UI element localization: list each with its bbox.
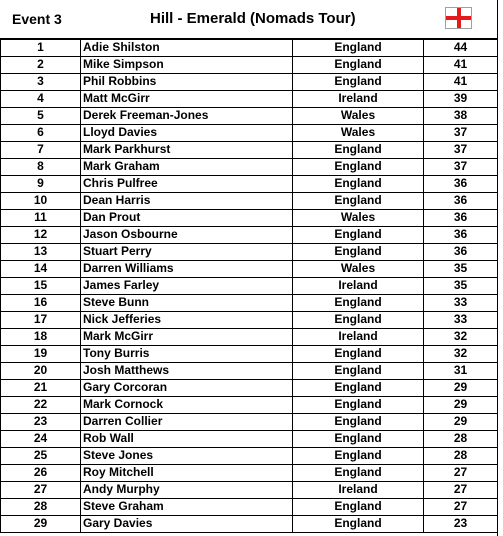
position-cell: 27: [1, 481, 81, 498]
score-cell: 41: [424, 56, 498, 73]
player-name-cell: Mark Cornock: [81, 396, 293, 413]
table-row: [1, 141, 498, 158]
position-cell: 22: [1, 396, 81, 413]
score-cell: 36: [424, 192, 498, 209]
position-cell: 2: [1, 56, 81, 73]
score-cell: 29: [424, 413, 498, 430]
table-row: [1, 311, 498, 328]
score-cell: 23: [424, 515, 498, 532]
player-name-cell: Mark Graham: [81, 158, 293, 175]
country-cell: England: [293, 73, 424, 90]
score-cell: 33: [424, 294, 498, 311]
country-cell: England: [293, 430, 424, 447]
player-name-cell: Dan Prout: [81, 209, 293, 226]
player-name-cell: Mike Simpson: [81, 56, 293, 73]
table-row: [1, 56, 498, 73]
country-cell: Wales: [293, 209, 424, 226]
position-cell: 1: [1, 39, 81, 56]
table-row: [1, 209, 498, 226]
player-name-cell: Steve Jones: [81, 447, 293, 464]
score-cell: 28: [424, 447, 498, 464]
table-row: [1, 515, 498, 532]
score-cell: 33: [424, 311, 498, 328]
player-name-cell: Roy Mitchell: [81, 464, 293, 481]
score-cell: 36: [424, 226, 498, 243]
player-name-cell: Rob Wall: [81, 430, 293, 447]
results-table-body: [1, 39, 498, 532]
player-name-cell: Mark McGirr: [81, 328, 293, 345]
country-cell: England: [293, 345, 424, 362]
player-name-cell: Josh Matthews: [81, 362, 293, 379]
country-cell: England: [293, 158, 424, 175]
table-row: [1, 396, 498, 413]
table-row: [1, 328, 498, 345]
country-cell: England: [293, 396, 424, 413]
player-name-cell: Mark Parkhurst: [81, 141, 293, 158]
score-cell: 35: [424, 277, 498, 294]
position-cell: 3: [1, 73, 81, 90]
position-cell: 7: [1, 141, 81, 158]
position-cell: 20: [1, 362, 81, 379]
score-cell: 37: [424, 158, 498, 175]
england-flag-icon: [445, 7, 472, 29]
player-name-cell: Stuart Perry: [81, 243, 293, 260]
player-name-cell: Steve Graham: [81, 498, 293, 515]
player-name-cell: Lloyd Davies: [81, 124, 293, 141]
table-row: [1, 90, 498, 107]
player-name-cell: Jason Osbourne: [81, 226, 293, 243]
country-cell: England: [293, 243, 424, 260]
country-cell: England: [293, 413, 424, 430]
score-cell: 32: [424, 345, 498, 362]
score-cell: 39: [424, 90, 498, 107]
position-cell: 8: [1, 158, 81, 175]
score-cell: 27: [424, 481, 498, 498]
table-row: [1, 498, 498, 515]
score-cell: 29: [424, 396, 498, 413]
position-cell: 5: [1, 107, 81, 124]
table-row: [1, 464, 498, 481]
table-row: [1, 243, 498, 260]
table-row: [1, 39, 498, 56]
player-name-cell: James Farley: [81, 277, 293, 294]
score-cell: 29: [424, 379, 498, 396]
table-row: [1, 413, 498, 430]
table-row: [1, 260, 498, 277]
country-cell: England: [293, 56, 424, 73]
score-cell: 44: [424, 39, 498, 56]
score-cell: 31: [424, 362, 498, 379]
player-name-cell: Andy Murphy: [81, 481, 293, 498]
table-row: [1, 192, 498, 209]
score-cell: 35: [424, 260, 498, 277]
table-row: [1, 277, 498, 294]
country-cell: England: [293, 294, 424, 311]
position-cell: 6: [1, 124, 81, 141]
player-name-cell: Chris Pulfree: [81, 175, 293, 192]
country-cell: England: [293, 379, 424, 396]
score-cell: 37: [424, 141, 498, 158]
position-cell: 23: [1, 413, 81, 430]
flag-cross-vertical: [457, 8, 461, 28]
country-cell: England: [293, 175, 424, 192]
country-cell: Ireland: [293, 328, 424, 345]
player-name-cell: Darren Collier: [81, 413, 293, 430]
page-right-border: [497, 0, 498, 536]
country-cell: England: [293, 39, 424, 56]
player-name-cell: Tony Burris: [81, 345, 293, 362]
table-row: [1, 107, 498, 124]
country-cell: England: [293, 498, 424, 515]
position-cell: 12: [1, 226, 81, 243]
results-table: [0, 38, 498, 533]
score-cell: 27: [424, 464, 498, 481]
table-row: [1, 294, 498, 311]
score-cell: 27: [424, 498, 498, 515]
score-cell: 38: [424, 107, 498, 124]
position-cell: 10: [1, 192, 81, 209]
table-row: [1, 158, 498, 175]
country-cell: England: [293, 141, 424, 158]
player-name-cell: Phil Robbins: [81, 73, 293, 90]
event-header: [0, 0, 497, 38]
country-cell: England: [293, 447, 424, 464]
country-cell: England: [293, 515, 424, 532]
score-cell: 28: [424, 430, 498, 447]
position-cell: 14: [1, 260, 81, 277]
position-cell: 17: [1, 311, 81, 328]
player-name-cell: Gary Corcoran: [81, 379, 293, 396]
country-cell: Wales: [293, 124, 424, 141]
position-cell: 4: [1, 90, 81, 107]
table-row: [1, 430, 498, 447]
country-cell: Wales: [293, 107, 424, 124]
score-cell: 36: [424, 175, 498, 192]
country-cell: England: [293, 226, 424, 243]
country-cell: England: [293, 464, 424, 481]
table-row: [1, 226, 498, 243]
position-cell: 11: [1, 209, 81, 226]
country-cell: England: [293, 311, 424, 328]
score-cell: 36: [424, 243, 498, 260]
country-cell: Wales: [293, 260, 424, 277]
position-cell: 9: [1, 175, 81, 192]
country-cell: England: [293, 192, 424, 209]
position-cell: 16: [1, 294, 81, 311]
event-title: Hill - Emerald (Nomads Tour): [150, 10, 356, 27]
table-row: [1, 362, 498, 379]
country-cell: Ireland: [293, 277, 424, 294]
player-name-cell: Dean Harris: [81, 192, 293, 209]
table-row: [1, 73, 498, 90]
player-name-cell: Derek Freeman-Jones: [81, 107, 293, 124]
position-cell: 28: [1, 498, 81, 515]
table-row: [1, 124, 498, 141]
position-cell: 24: [1, 430, 81, 447]
table-row: [1, 379, 498, 396]
table-row: [1, 175, 498, 192]
country-cell: Ireland: [293, 90, 424, 107]
position-cell: 25: [1, 447, 81, 464]
position-cell: 19: [1, 345, 81, 362]
position-cell: 29: [1, 515, 81, 532]
player-name-cell: Adie Shilston: [81, 39, 293, 56]
score-cell: 32: [424, 328, 498, 345]
position-cell: 21: [1, 379, 81, 396]
table-row: [1, 447, 498, 464]
player-name-cell: Nick Jefferies: [81, 311, 293, 328]
score-cell: 36: [424, 209, 498, 226]
table-row: [1, 345, 498, 362]
country-cell: England: [293, 362, 424, 379]
position-cell: 18: [1, 328, 81, 345]
event-label: Event 3: [12, 11, 62, 27]
country-cell: Ireland: [293, 481, 424, 498]
player-name-cell: Matt McGirr: [81, 90, 293, 107]
score-cell: 41: [424, 73, 498, 90]
position-cell: 13: [1, 243, 81, 260]
table-row: [1, 481, 498, 498]
player-name-cell: Steve Bunn: [81, 294, 293, 311]
player-name-cell: Darren Williams: [81, 260, 293, 277]
score-cell: 37: [424, 124, 498, 141]
position-cell: 26: [1, 464, 81, 481]
position-cell: 15: [1, 277, 81, 294]
player-name-cell: Gary Davies: [81, 515, 293, 532]
